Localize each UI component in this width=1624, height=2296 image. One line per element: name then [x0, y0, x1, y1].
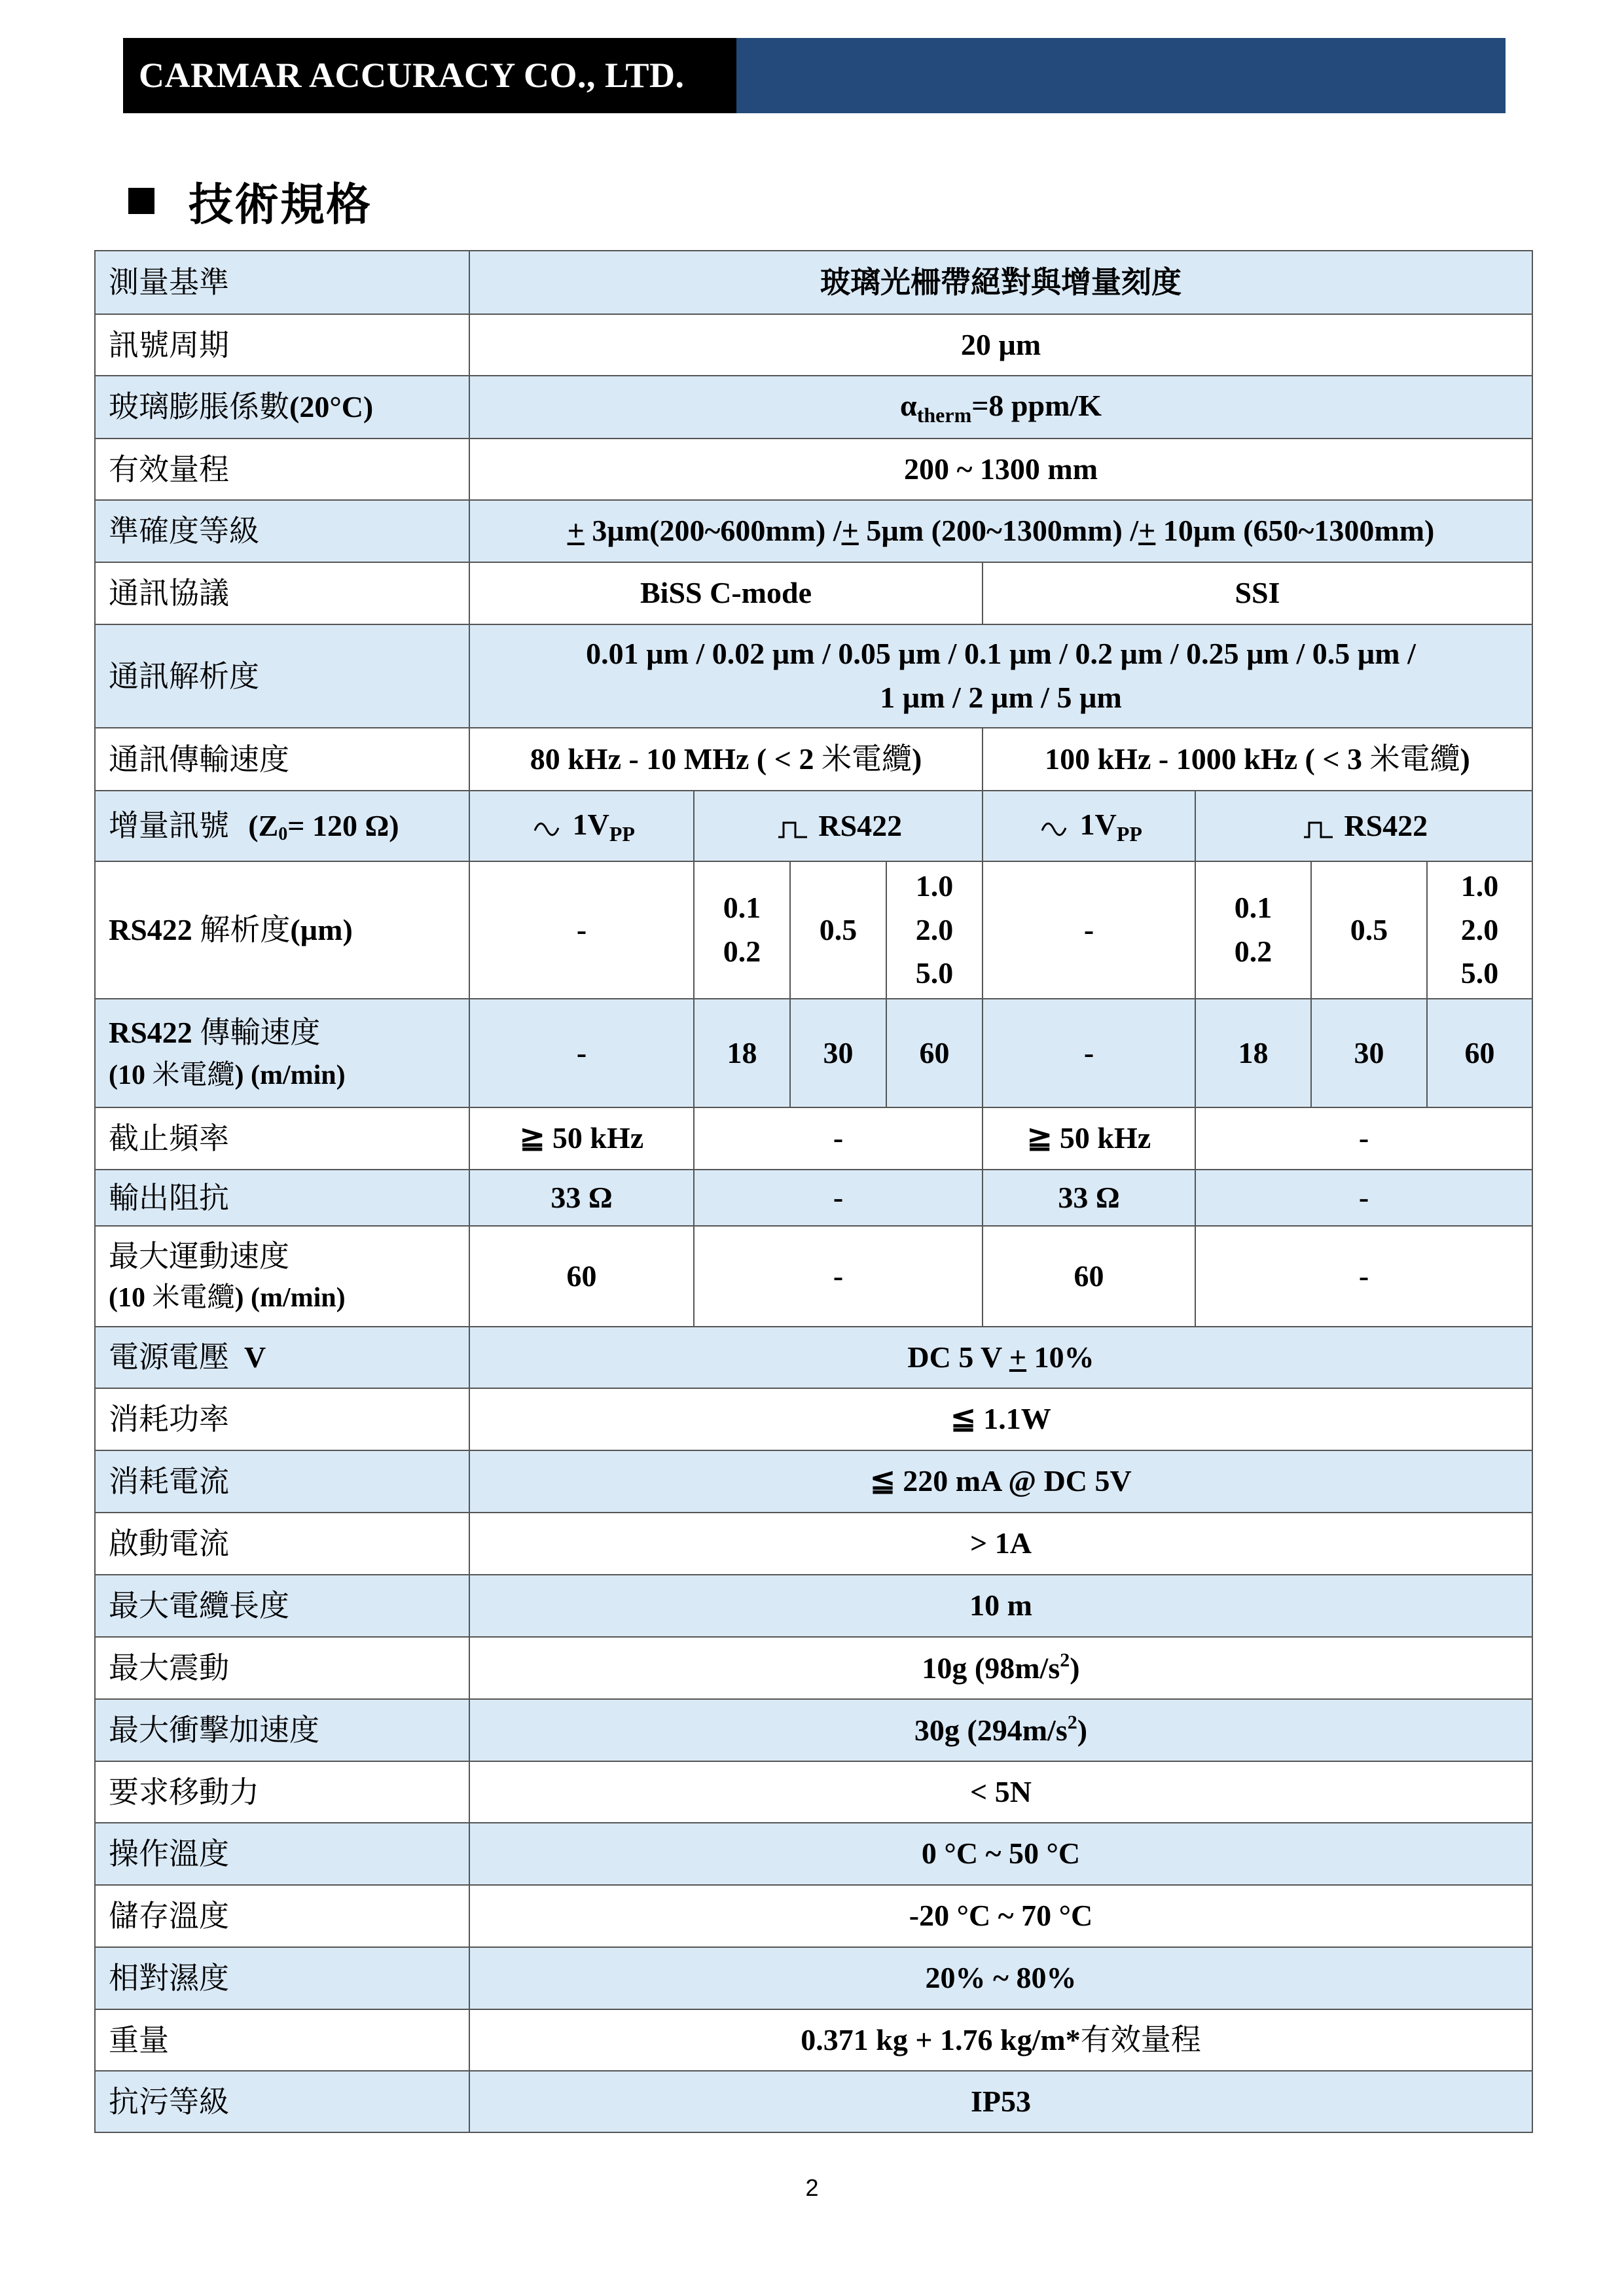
cell-speed-3: 60 [1427, 999, 1532, 1107]
row-humidity [95, 1947, 1532, 2009]
row-rs422-resolution [95, 861, 1532, 999]
value-cutoff: ≧ 50 kHz [469, 1107, 694, 1170]
row-current [95, 1450, 1532, 1513]
cell-dash: - [983, 999, 1195, 1107]
value-st-temp: -20 °C ~ 70 °C [469, 1885, 1532, 1947]
label-rs422-speed: RS422 傳輸速度 (10 米電纜) (m/min) [95, 999, 469, 1107]
label-maxspeed: 最大運動速度 (10 米電纜) (m/min) [95, 1226, 469, 1327]
label-measure: 測量基準 [95, 251, 469, 314]
value-sine-ssi: $1V_{PP}$ [983, 791, 1195, 861]
row-weight [95, 2009, 1532, 2071]
cell-res-b: 0.5 [1311, 861, 1427, 999]
label-range: 有效量程 [95, 439, 469, 500]
value-maxspeed: 60 [983, 1226, 1195, 1327]
cell-dash: - [1195, 1226, 1532, 1327]
label-expansion: 玻璃膨脹係數(20°C) [95, 376, 469, 439]
cell-speed-1: 18 [1195, 999, 1311, 1107]
row-maxspeed [95, 1226, 1532, 1327]
label-period: 訊號周期 [95, 314, 469, 376]
page-number: 2 [805, 2174, 819, 2201]
row-cable [95, 1575, 1532, 1637]
cell-dash: - [469, 861, 694, 999]
cell-dash: - [983, 861, 1195, 999]
value-cutoff: ≧ 50 kHz [983, 1107, 1195, 1170]
cell-dash: - [694, 1170, 983, 1226]
row-period [95, 314, 1532, 376]
value-op-temp: 0 °C ~ 50 °C [469, 1823, 1532, 1885]
section-title: 技術規格 [189, 179, 372, 231]
value-range: 200 ~ 1300 mm [469, 439, 1532, 500]
company-name: CARMAR ACCURACY CO., LTD. [123, 38, 736, 113]
label-protocol: 通訊協議 [95, 562, 469, 624]
square-wave-icon [1300, 804, 1337, 848]
value-maxspeed: 60 [469, 1226, 694, 1327]
row-impedance [95, 1170, 1532, 1226]
cell-dash: - [694, 1226, 983, 1327]
value-impedance: 33 Ω [469, 1170, 694, 1226]
label-rs422-resolution: RS422 解析度(µm) [95, 861, 469, 999]
page-header [123, 38, 1506, 113]
row-power [95, 1388, 1532, 1450]
value-ssi: SSI [983, 562, 1532, 624]
value-expansion: $\alpha_{therm}=8$ ppm/K [469, 376, 1532, 439]
cell-speed-3: 60 [886, 999, 983, 1107]
row-incremental [95, 791, 1532, 861]
label-current: 消耗電流 [95, 1450, 469, 1513]
label-humidity: 相對濕度 [95, 1947, 469, 2009]
row-op-temp [95, 1823, 1532, 1885]
row-ip [95, 2071, 1532, 2132]
value-speed-ssi: 100 kHz - 1000 kHz ( < 3 米電纜) [983, 728, 1532, 791]
value-biss: BiSS C-mode [469, 562, 983, 624]
cell-dash: - [1195, 1170, 1532, 1226]
value-speed-biss: 80 kHz - 10 MHz ( < 2 米電纜) [469, 728, 983, 791]
label-op-temp: 操作溫度 [95, 1823, 469, 1885]
row-expansion [95, 376, 1532, 439]
value-force: < 5N [469, 1761, 1532, 1823]
label-weight: 重量 [95, 2009, 469, 2071]
value-current: ≦ 220 mA @ DC 5V [469, 1450, 1532, 1513]
row-speed [95, 728, 1532, 791]
value-measure: 玻璃光柵帶絕對與增量刻度 [469, 251, 1532, 314]
value-power: ≦ 1.1W [469, 1388, 1532, 1450]
value-cable: 10 m [469, 1575, 1532, 1637]
cell-dash: - [1195, 1107, 1532, 1170]
sine-wave-icon [1036, 802, 1072, 846]
section-heading [128, 171, 372, 230]
value-resolution [469, 624, 1532, 728]
value-sine-biss: $1V_{PP}$ [469, 791, 694, 861]
row-resolution [95, 624, 1532, 728]
cell-speed-2: 30 [1311, 999, 1427, 1107]
label-accuracy: 準確度等級 [95, 500, 469, 562]
value-impedance: 33 Ω [983, 1170, 1195, 1226]
row-measure [95, 251, 1532, 314]
row-accuracy [95, 500, 1532, 562]
label-vibration: 最大震動 [95, 1637, 469, 1699]
value-ip: IP53 [469, 2071, 1532, 2132]
resolution-line-2: 1 µm / 2 µm / 5 µm [880, 681, 1122, 714]
row-cutoff [95, 1107, 1532, 1170]
value-rs422-biss: RS422 [694, 791, 983, 861]
cell-res-c: 1.0 2.0 5.0 [1427, 861, 1532, 999]
value-startup: > 1A [469, 1513, 1532, 1575]
cell-res-a: 0.1 0.2 [694, 861, 790, 999]
value-accuracy: + 3µm(200~600mm) /+ 5µm (200~1300mm) /+ 10µm (650~1300mm) [469, 500, 1532, 562]
square-bullet-icon [128, 188, 154, 214]
label-speed: 通訊傳輸速度 [95, 728, 469, 791]
value-weight: 0.371 kg + 1.76 kg/m*有效量程 [469, 2009, 1532, 2071]
square-wave-icon [774, 804, 811, 848]
row-voltage [95, 1327, 1532, 1388]
label-incremental: 增量訊號 (Z0= 120 Ω) [95, 791, 469, 861]
sine-wave-icon [528, 802, 565, 846]
label-force: 要求移動力 [95, 1761, 469, 1823]
cell-speed-2: 30 [790, 999, 886, 1107]
label-cutoff: 截止頻率 [95, 1107, 469, 1170]
label-power: 消耗功率 [95, 1388, 469, 1450]
row-vibration [95, 1637, 1532, 1699]
label-st-temp: 儲存溫度 [95, 1885, 469, 1947]
value-shock: 30g $(294m/s^2)$ [469, 1699, 1532, 1761]
label-voltage: 電源電壓 V [95, 1327, 469, 1388]
label-startup: 啟動電流 [95, 1513, 469, 1575]
row-force [95, 1761, 1532, 1823]
cell-res-b: 0.5 [790, 861, 886, 999]
value-voltage: DC 5 V + 10% [469, 1327, 1532, 1388]
value-humidity: 20% ~ 80% [469, 1947, 1532, 2009]
value-vibration: 10g $(98m/s^2)$ [469, 1637, 1532, 1699]
value-period: 20 µm [469, 314, 1532, 376]
row-rs422-speed [95, 999, 1532, 1107]
row-st-temp [95, 1885, 1532, 1947]
row-range [95, 439, 1532, 500]
row-startup [95, 1513, 1532, 1575]
cell-res-a: 0.1 0.2 [1195, 861, 1311, 999]
cell-dash: - [469, 999, 694, 1107]
spec-table [94, 250, 1533, 2133]
label-ip: 抗污等級 [95, 2071, 469, 2132]
row-protocol [95, 562, 1532, 624]
cell-dash: - [694, 1107, 983, 1170]
cell-res-c: 1.0 2.0 5.0 [886, 861, 983, 999]
label-impedance: 輸出阻抗 [95, 1170, 469, 1226]
cell-speed-1: 18 [694, 999, 790, 1107]
label-resolution: 通訊解析度 [95, 624, 469, 728]
resolution-line-1: 0.01 µm / 0.02 µm / 0.05 µm / 0.1 µm / 0.2 µm / 0.25 µm / 0.5 µm / [586, 637, 1416, 671]
label-shock: 最大衝擊加速度 [95, 1699, 469, 1761]
row-shock [95, 1699, 1532, 1761]
label-cable: 最大電纜長度 [95, 1575, 469, 1637]
value-rs422-ssi: RS422 [1195, 791, 1532, 861]
